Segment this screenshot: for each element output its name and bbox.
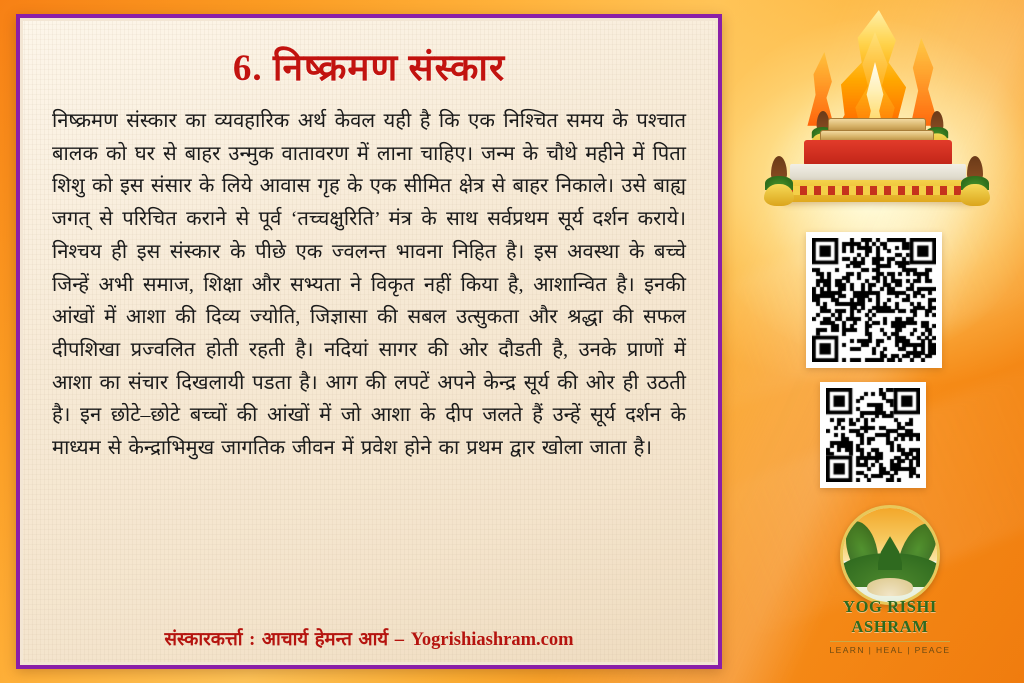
kalash-icon — [958, 156, 992, 206]
pot-icon — [764, 184, 794, 206]
divider — [830, 641, 950, 642]
page-title: 6. निष्क्रमण संस्कार — [232, 48, 506, 89]
brand-name: YOG RISHI ASHRAM — [843, 597, 937, 636]
qr-code-small-image — [826, 388, 920, 482]
qr-code-large[interactable] — [806, 232, 942, 368]
lotus-icon — [867, 578, 913, 596]
kalash-icon — [762, 156, 796, 206]
body-paragraph: निष्क्रमण संस्कार का व्यवहारिक अर्थ केवल यही है कि एक निश्चित समय के पश्चात बालक को घर से बाहर उन्मुक वातावरण में लाना चाहिए। जन्म के चौथे महीने में पिता शिशु को इस संसार के लिये आवास गृह के एक सीमित क्षेत्र से बाहर निकाले। उसे बाह्य जगत् से परिचित कराने से पूर्व ‘तच्चक्षुरिति’ मंत्र के साथ सर्वप्रथम सूर्य दर्शन कराये। निश्चय ही इस संस्कार के पीछे एक ज्वलन्त भावना निहित है। इस अवस्था के बच्चे जिन्हें अभी समाज, शिक्षा और सभ्यता ने विकृत नहीं किया है, आशान्वित है। इनकी आंखों में आशा की दिव्य ज्योति, जिज्ञासा की सबल उत्सुकता और श्रद्धा की सफल दीपशिखा प्रज्वलित होती रहती है। नदियां सागर की ओर दौडती है, उनके प्राणों में आशा का संचार दिखलायी पडता है। आग की लपटें अपने केन्द्र सूर्य की ओर ही उठती है। इन छोटे–छोटे बच्चों की आंखों में जो आशा के दीप जलते हैं उन्हें सूर्य दर्शन के माध्यम से केन्द्राभिमुख जागतिक जीवन में प्रवेश होने का प्रथम द्वार खोला जाता है। — [52, 110, 686, 460]
brand-tagline: LEARN | HEAL | PEACE — [829, 645, 951, 655]
pot-icon — [960, 184, 990, 206]
text-panel-content — [20, 18, 718, 665]
credit-line: संस्कारकर्त्ता : आचार्य हेमन्त आर्य – Yogrishiashram.com — [164, 630, 574, 650]
qr-code-small[interactable] — [820, 382, 926, 488]
qr-code-large-image — [812, 238, 936, 362]
kund-stripe — [786, 186, 970, 195]
havan-kund-fire-icon — [742, 8, 1010, 223]
brand-logo — [806, 505, 974, 655]
kund-top — [804, 140, 952, 166]
text-panel — [16, 14, 722, 669]
yogi-meditating-emblem — [840, 505, 940, 605]
